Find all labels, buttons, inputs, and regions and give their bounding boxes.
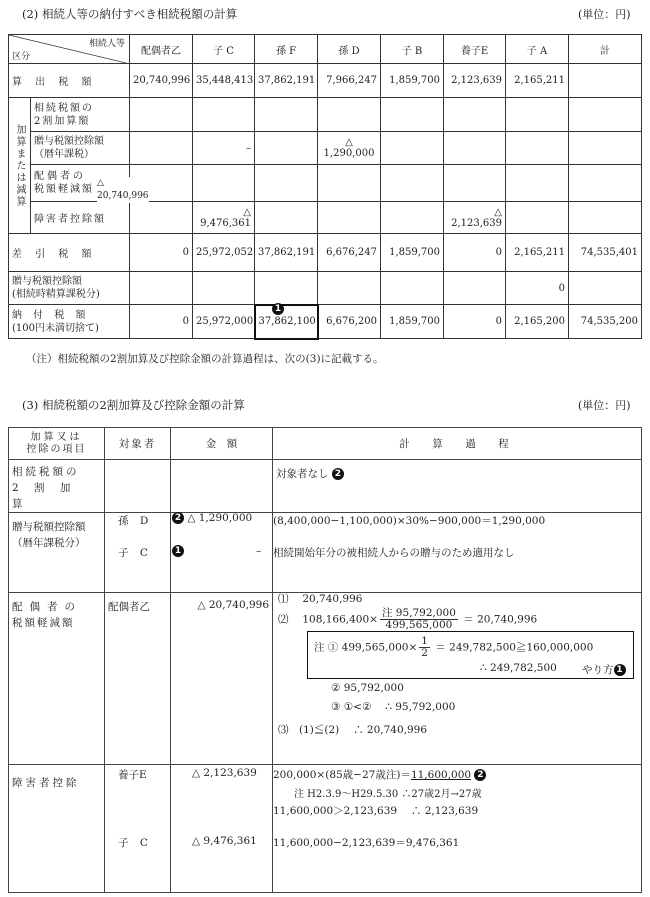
row-shogai (9, 765, 642, 893)
calc-text: 108,166,400× (302, 613, 378, 626)
cell: 2,165,200 (506, 305, 569, 339)
col-header: 配偶者乙 (130, 35, 193, 64)
cell (506, 132, 569, 165)
row-label: 差 引 税 額 (9, 234, 130, 272)
item-line: 配偶者の (12, 601, 82, 613)
calc-text: ＝ 20,740,996 (463, 613, 538, 626)
col-header: 金 額 (171, 428, 273, 460)
mark-row (172, 512, 252, 524)
section3-title: (3) 相続税額の2割加算及び控除金額の計算 (22, 398, 245, 412)
item-line: 相続税額の (12, 466, 80, 478)
cell (130, 202, 193, 234)
row-label (31, 132, 130, 165)
header-row (9, 35, 642, 64)
target-child-c: 子 C (118, 547, 152, 559)
cell: 25,972,000 (193, 305, 255, 339)
cell: 0 (130, 234, 193, 272)
col-header: 養子E (444, 35, 506, 64)
col-header: 孫 F (255, 35, 318, 64)
numerator: 1 (421, 635, 428, 647)
cell (255, 98, 318, 132)
calc-text: 対象者なし (276, 468, 329, 480)
label-line: 贈与税額控除額 (34, 136, 104, 147)
cell (569, 64, 642, 98)
col-header: 子 A (506, 35, 569, 64)
label-line: 2割加算額 (34, 115, 91, 127)
cell: 2,165,211 (506, 234, 569, 272)
tax-calculation-table (8, 34, 642, 340)
cell (255, 132, 318, 165)
mark-row (172, 545, 184, 557)
haigu-amount-overflow: △ 20,740,996 (97, 178, 149, 201)
label-line: （暦年課税） (34, 149, 94, 160)
header-line: 加算又は (30, 431, 83, 443)
calc-line: ② 95,792,000 (331, 682, 404, 694)
item-label (9, 513, 105, 593)
cell (193, 98, 255, 132)
box-line (314, 636, 593, 659)
item-label: 障害者控除 (9, 765, 105, 893)
target-child-c: 子 C (118, 837, 152, 849)
amount: △ 1,290,000 (187, 512, 253, 524)
calc-line (278, 608, 537, 631)
col-header: 計 算 過 程 (273, 428, 642, 460)
row-label: 障害者控除額 (31, 202, 130, 234)
fraction (419, 636, 430, 659)
item-label (9, 593, 105, 765)
cell: 0 (506, 272, 569, 305)
col-header: 子 B (381, 35, 444, 64)
amount: △ 2,123,639 (192, 767, 257, 779)
group-label: 加算または減算 (9, 98, 31, 234)
cell (569, 202, 642, 234)
label-line: 税額軽減額 (34, 184, 94, 195)
row-niwari (9, 98, 642, 132)
item-line: 贈与税額控除額 (12, 521, 86, 533)
row-label (31, 165, 149, 202)
calc-line (273, 767, 486, 782)
amount-cell: △ 20,740,996 (171, 593, 273, 765)
cell: 6,676,200 (318, 305, 381, 339)
section2-unit: (単位：円) (578, 8, 631, 21)
cell: – (193, 132, 255, 165)
cell (273, 765, 642, 893)
row-nofu (9, 305, 642, 339)
box-result: ∴ 249,782,500 (480, 662, 557, 674)
cell (130, 98, 193, 132)
cell: 25,972,052 (193, 234, 255, 272)
cell (318, 98, 381, 132)
calc-line: 11,600,000−2,123,639＝9,476,361 (273, 837, 460, 849)
calc-text: 注 ① 499,565,000× (314, 641, 418, 654)
row-sashihiki (9, 234, 642, 272)
cell: 1,859,700 (381, 234, 444, 272)
denominator: 2 (421, 647, 428, 659)
cell: △ 9,476,361 (193, 202, 255, 234)
calc-line: 注 H2.3.9～H29.5.30 ∴27歳2月→27歳 (294, 789, 482, 800)
cell: 0 (444, 305, 506, 339)
row-label: 算 出 税 額 (9, 64, 130, 98)
cell: 74,535,401 (569, 234, 642, 272)
cell (569, 272, 642, 305)
cell (444, 132, 506, 165)
cell (318, 272, 381, 305)
cell (130, 132, 193, 165)
cell: 37,862,191 (255, 64, 318, 98)
cell (381, 272, 444, 305)
cell: △ 2,123,639 (444, 202, 506, 234)
section3-unit: (単位：円) (578, 399, 631, 412)
item-line: （暦年課税分） (12, 537, 86, 549)
cell (506, 98, 569, 132)
cell: 6,676,247 (318, 234, 381, 272)
label-line: (100円未満切捨て) (12, 322, 99, 334)
col-header: 子 C (193, 35, 255, 64)
cell (569, 132, 642, 165)
label-line: (相続時精算課税分) (12, 289, 100, 300)
cell (193, 165, 255, 202)
header-line: 控除の項目 (26, 443, 87, 455)
fraction (380, 608, 458, 631)
item-line: 2 割 加 算 (12, 482, 77, 510)
row-niwari (9, 460, 642, 513)
calc-line: ③ ①<② ∴ 95,792,000 (331, 701, 456, 713)
cell: 2,165,211 (506, 64, 569, 98)
calc-cell (273, 460, 642, 513)
box-yarikata (582, 662, 626, 677)
label-line: 配偶者の (34, 171, 86, 182)
calc-text: 200,000×(85歳−27歳注)＝ (273, 769, 411, 781)
circled-mark: 2 (332, 468, 344, 480)
cell (381, 98, 444, 132)
calc-index: ⑵ (278, 613, 289, 626)
cell (381, 165, 444, 202)
label-line: 相続税額の (34, 102, 94, 114)
col-header: 対象者 (105, 428, 171, 460)
item-label (9, 460, 105, 513)
cell (318, 202, 381, 234)
yarikata-text: やり方 (582, 664, 614, 676)
circled-mark: 1 (172, 545, 184, 557)
row-seisan (9, 272, 642, 305)
cell: 20,740,996 (130, 64, 193, 98)
cell (444, 165, 506, 202)
row-label (9, 305, 130, 339)
cell (130, 272, 193, 305)
cell (318, 165, 381, 202)
cell (569, 98, 642, 132)
cell (105, 765, 171, 893)
item-line: 税額軽減額 (12, 617, 75, 629)
cell (506, 202, 569, 234)
cell (105, 460, 171, 513)
circled-mark: 1 (614, 664, 626, 676)
header-corner (9, 35, 130, 64)
row-sansyutsu (9, 64, 642, 98)
calc-line: 相続開始年分の被相続人からの贈与のため適用なし (273, 547, 515, 559)
circled-mark: 1 (272, 303, 284, 315)
calc-line: (8,400,000−1,100,000)×30%−900,000＝1,290,000 (273, 515, 546, 527)
cell: 0 (444, 234, 506, 272)
row-label (9, 272, 130, 305)
section2-title: (2) 相続人等の納付すべき相続税額の計算 (22, 7, 238, 21)
cell (444, 272, 506, 305)
row-shogai (9, 202, 642, 234)
section2-note: （注）相続税額の2割加算及び控除金額の計算過程は、次の(3)に記載する。 (26, 353, 384, 365)
cell (193, 272, 255, 305)
circled-mark: 2 (172, 512, 184, 524)
calc-value: 20,740,996 (302, 593, 363, 605)
row-zoyo (9, 132, 642, 165)
numerator: 注 95,792,000 (381, 607, 456, 619)
calc-line: 11,600,000＞2,123,639 ∴ 2,123,639 (273, 805, 479, 817)
label-line: 贈与税額控除額 (12, 276, 82, 287)
cell: 1,859,700 (381, 305, 444, 339)
denominator: 499,565,000 (385, 619, 453, 631)
cell: 0 (130, 305, 193, 339)
row-label (31, 98, 130, 132)
col-header: 計 (569, 35, 642, 64)
cell: 37,862,191 (255, 234, 318, 272)
cell (255, 272, 318, 305)
cell: 7,966,247 (318, 64, 381, 98)
row-haigu (9, 165, 642, 202)
circled-mark: 2 (474, 769, 486, 781)
calc-underlined: 11,600,000 (410, 769, 472, 781)
cell (255, 202, 318, 234)
cell (255, 165, 318, 202)
amount: △ 9,476,361 (192, 835, 257, 847)
cell: △ 1,290,000 (318, 132, 381, 165)
cell: 2,123,639 (444, 64, 506, 98)
cell (171, 765, 273, 893)
corner-top-label: 相続人等 (88, 39, 125, 49)
calc-line (278, 591, 362, 606)
col-header: 孫 D (318, 35, 381, 64)
calc-text: ＝ 249,782,500≧160,000,000 (435, 641, 594, 654)
target-cell: 配偶者乙 (105, 593, 171, 765)
cell: 35,448,413 (193, 64, 255, 98)
cell (444, 98, 506, 132)
target-son-d: 孫 D (118, 515, 153, 527)
label-line: 納 付 税 額 (12, 309, 90, 321)
cell (506, 165, 569, 202)
cell: 1,859,700 (381, 64, 444, 98)
target-adopted-e: 養子E (118, 769, 147, 781)
calc-index: ⑴ (278, 593, 289, 605)
calc-line: ⑶ (1)≦(2) ∴ 20,740,996 (278, 724, 428, 736)
cell: 74,535,200 (569, 305, 642, 339)
amount: – (256, 545, 262, 557)
cell (381, 132, 444, 165)
corner-bottom-label: 区分 (12, 52, 31, 62)
cell (381, 202, 444, 234)
cell (569, 165, 642, 202)
cell (171, 460, 273, 513)
highlighted-cell: 37,862,100 (255, 305, 318, 339)
col-header (9, 428, 105, 460)
header-row (9, 428, 642, 460)
